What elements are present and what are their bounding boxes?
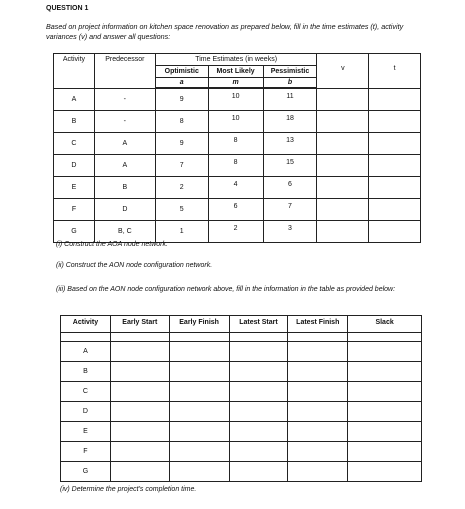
pessimistic-cell: 3 <box>263 221 317 243</box>
col-optimistic-header: Optimistic <box>155 66 208 78</box>
table-row <box>54 133 421 155</box>
optimistic-cell: 9 <box>155 89 208 111</box>
table-row <box>61 362 422 382</box>
most-likely-cell: 8 <box>208 155 263 177</box>
activity-cell: E <box>54 177 95 199</box>
variance-cell[interactable] <box>317 111 369 133</box>
time-estimate-cell[interactable] <box>369 221 421 243</box>
col-t-header: t <box>369 54 421 89</box>
latest-finish-cell[interactable] <box>288 382 348 402</box>
col-latest-start-header: Latest Start <box>229 316 288 333</box>
col-pessimistic-header: Pessimistic <box>263 66 317 78</box>
col-early-finish-header: Early Finish <box>169 316 229 333</box>
early-finish-cell[interactable] <box>169 462 229 482</box>
slack-cell[interactable] <box>348 442 422 462</box>
optimistic-cell: 1 <box>155 221 208 243</box>
activity-cell: D <box>61 402 111 422</box>
activity-cell: D <box>54 155 95 177</box>
schedule-table <box>60 315 422 482</box>
optimistic-cell: 8 <box>155 111 208 133</box>
early-finish-cell[interactable] <box>169 342 229 362</box>
latest-start-cell[interactable] <box>229 342 288 362</box>
table-row <box>54 111 421 133</box>
activity-cell: E <box>61 422 111 442</box>
time-estimate-cell[interactable] <box>369 111 421 133</box>
latest-finish-cell[interactable] <box>288 422 348 442</box>
early-finish-cell[interactable] <box>169 442 229 462</box>
time-estimate-cell[interactable] <box>369 133 421 155</box>
symbol-b: b <box>263 78 317 88</box>
latest-start-cell[interactable] <box>229 362 288 382</box>
latest-start-cell[interactable] <box>229 402 288 422</box>
most-likely-cell: 10 <box>208 111 263 133</box>
latest-finish-cell[interactable] <box>288 402 348 422</box>
most-likely-cell: 10 <box>208 89 263 111</box>
table-row <box>61 422 422 442</box>
optimistic-cell: 5 <box>155 199 208 221</box>
latest-finish-cell[interactable] <box>288 362 348 382</box>
latest-start-cell[interactable] <box>229 382 288 402</box>
activity-cell: B <box>61 362 111 382</box>
variance-cell[interactable] <box>317 177 369 199</box>
table-row <box>54 155 421 177</box>
pessimistic-cell: 18 <box>263 111 317 133</box>
variance-cell[interactable] <box>317 155 369 177</box>
variance-cell[interactable] <box>317 133 369 155</box>
early-start-cell[interactable] <box>110 442 169 462</box>
question-ii: (ii) Construct the AON node configuration network. <box>56 262 213 269</box>
latest-start-cell[interactable] <box>229 462 288 482</box>
pessimistic-cell: 6 <box>263 177 317 199</box>
col-predecessor-header: Predecessor <box>94 54 155 89</box>
pessimistic-cell: 13 <box>263 133 317 155</box>
activity-cell: A <box>61 342 111 362</box>
variance-cell[interactable] <box>317 221 369 243</box>
col-activity-header: Activity <box>61 316 111 333</box>
col-slack-header: Slack <box>348 316 422 333</box>
latest-start-cell[interactable] <box>229 442 288 462</box>
activity-cell: F <box>54 199 95 221</box>
predecessor-cell: D <box>94 199 155 221</box>
activity-cell: G <box>61 462 111 482</box>
early-start-cell[interactable] <box>110 342 169 362</box>
col-v-header: v <box>317 54 369 89</box>
question-iv: (iv) Determine the project's completion time. <box>60 486 197 493</box>
activity-cell: B <box>54 111 95 133</box>
latest-finish-cell[interactable] <box>288 442 348 462</box>
time-estimate-cell[interactable] <box>369 89 421 111</box>
early-finish-cell[interactable] <box>169 362 229 382</box>
time-estimate-cell[interactable] <box>369 177 421 199</box>
pessimistic-cell: 11 <box>263 89 317 111</box>
symbol-m: m <box>208 78 263 88</box>
most-likely-cell: 4 <box>208 177 263 199</box>
latest-start-cell[interactable] <box>229 422 288 442</box>
table-row <box>54 199 421 221</box>
optimistic-cell: 2 <box>155 177 208 199</box>
table-row <box>61 442 422 462</box>
activity-cell: C <box>54 133 95 155</box>
table-row <box>61 402 422 422</box>
predecessor-cell: A <box>94 133 155 155</box>
latest-finish-cell[interactable] <box>288 342 348 362</box>
slack-cell[interactable] <box>348 462 422 482</box>
early-start-cell[interactable] <box>110 422 169 442</box>
slack-cell[interactable] <box>348 402 422 422</box>
early-start-cell[interactable] <box>110 402 169 422</box>
table-row <box>54 177 421 199</box>
predecessor-cell: B, C <box>94 221 155 243</box>
question-i: (i) Construct the AOA node network. <box>56 241 168 248</box>
predecessor-cell: - <box>94 89 155 111</box>
time-estimate-cell[interactable] <box>369 155 421 177</box>
optimistic-cell: 7 <box>155 155 208 177</box>
slack-cell[interactable] <box>348 382 422 402</box>
intro-text: Based on project information on kitchen space renovation as prepared below, fill in the time estimates (t), activity variances (v) and answer all questions: <box>46 22 404 41</box>
activity-cell: C <box>61 382 111 402</box>
variance-cell[interactable] <box>317 89 369 111</box>
pessimistic-cell: 15 <box>263 155 317 177</box>
most-likely-cell: 6 <box>208 199 263 221</box>
most-likely-cell: 2 <box>208 221 263 243</box>
predecessor-cell: A <box>94 155 155 177</box>
question-title: QUESTION 1 <box>46 5 89 12</box>
symbol-a: a <box>155 78 208 88</box>
table-row <box>61 342 422 362</box>
time-estimates-header: Time Estimates (in weeks) <box>155 54 317 66</box>
most-likely-cell: 8 <box>208 133 263 155</box>
time-estimate-cell[interactable] <box>369 199 421 221</box>
slack-cell[interactable] <box>348 342 422 362</box>
activity-cell: A <box>54 89 95 111</box>
variance-cell[interactable] <box>317 199 369 221</box>
table-row <box>61 462 422 482</box>
early-start-cell[interactable] <box>110 382 169 402</box>
pessimistic-cell: 7 <box>263 199 317 221</box>
col-early-start-header: Early Start <box>110 316 169 333</box>
latest-finish-cell[interactable] <box>288 462 348 482</box>
activity-cell: G <box>54 221 95 243</box>
time-estimates-table <box>53 53 421 243</box>
col-most-likely-header: Most Likely <box>208 66 263 78</box>
early-start-cell[interactable] <box>110 362 169 382</box>
predecessor-cell: - <box>94 111 155 133</box>
early-finish-cell[interactable] <box>169 402 229 422</box>
slack-cell[interactable] <box>348 422 422 442</box>
predecessor-cell: B <box>94 177 155 199</box>
table-row <box>54 89 421 111</box>
activity-cell: F <box>61 442 111 462</box>
col-latest-finish-header: Latest Finish <box>288 316 348 333</box>
optimistic-cell: 9 <box>155 133 208 155</box>
early-finish-cell[interactable] <box>169 382 229 402</box>
slack-cell[interactable] <box>348 362 422 382</box>
early-finish-cell[interactable] <box>169 422 229 442</box>
table-row <box>61 382 422 402</box>
question-iii: (iii) Based on the AON node configuration network above, fill in the information in the table as provided below: <box>56 286 396 293</box>
col-activity-header: Activity <box>54 54 95 89</box>
early-start-cell[interactable] <box>110 462 169 482</box>
